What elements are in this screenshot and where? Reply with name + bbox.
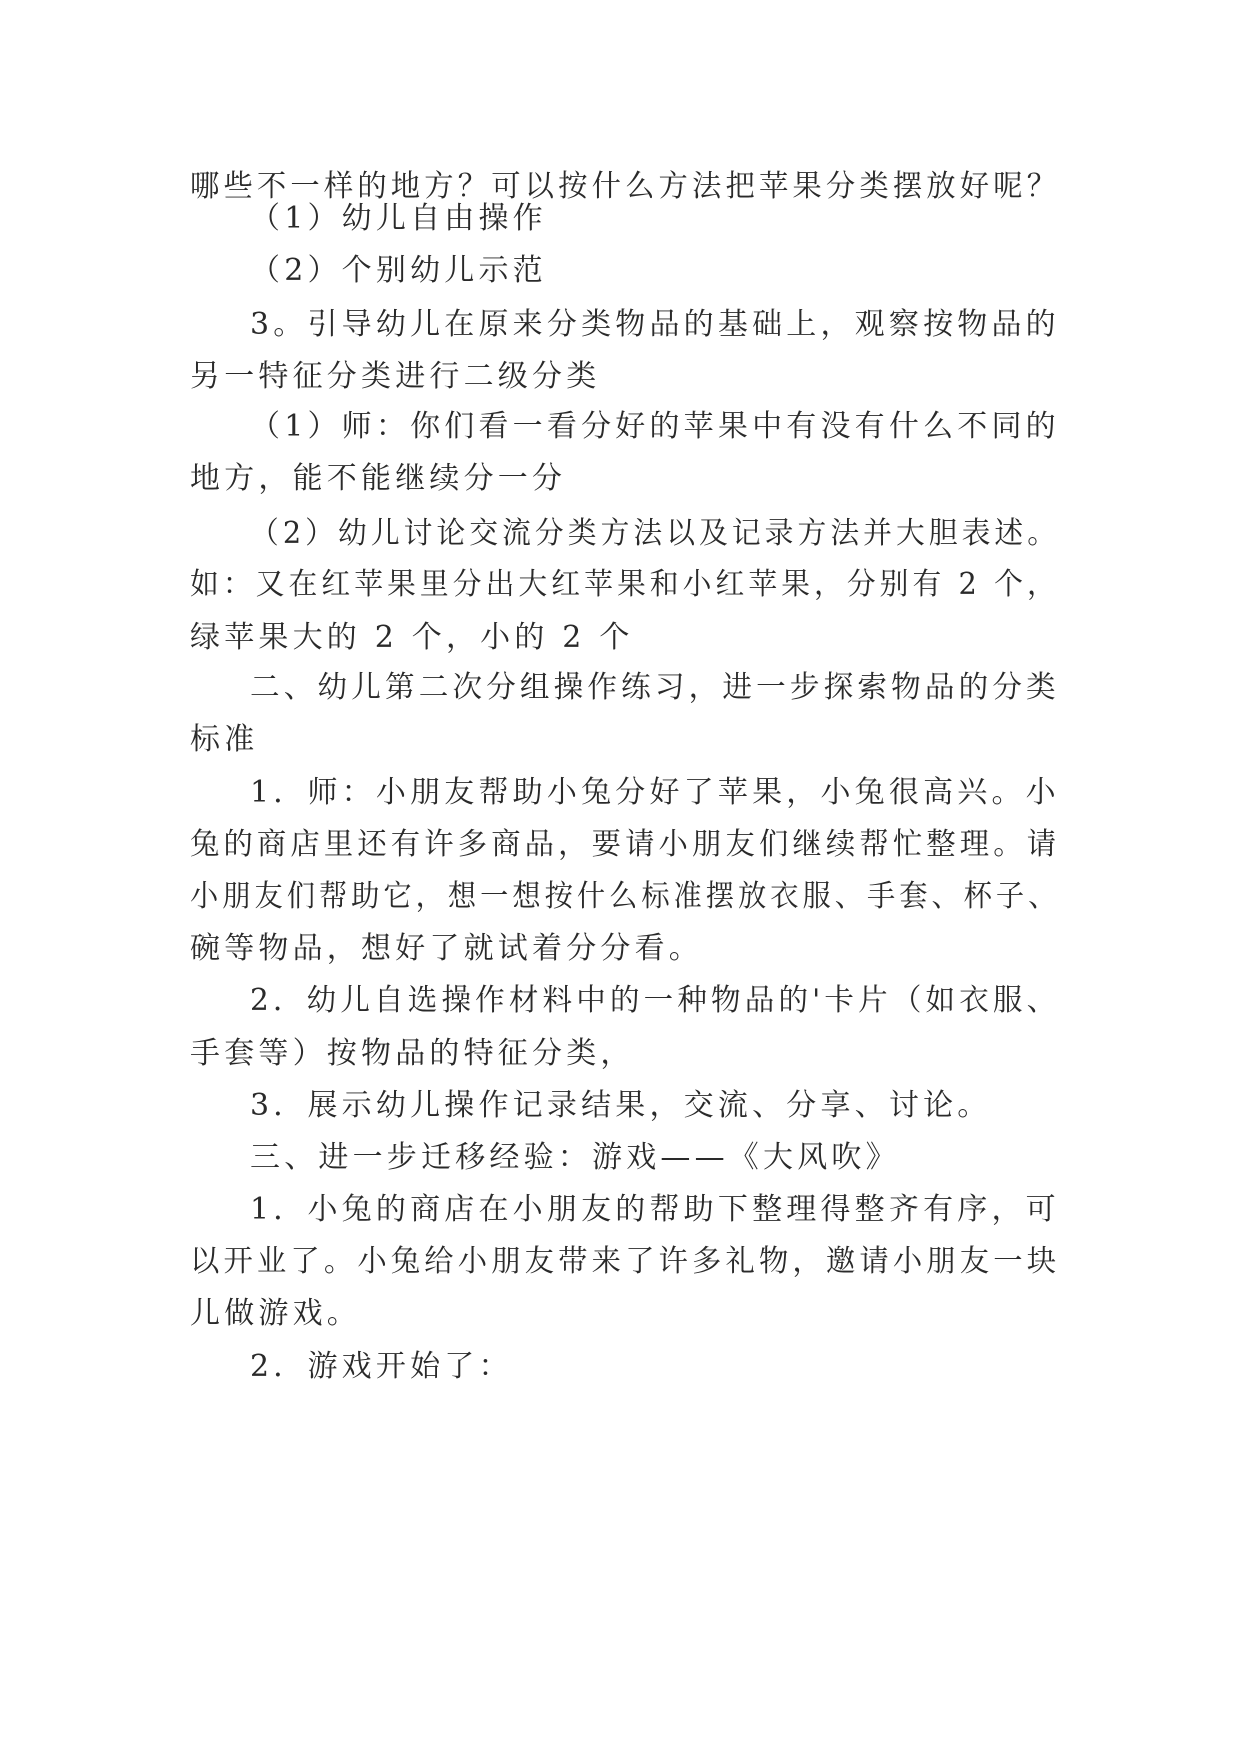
- paragraph-line: 以开业了。小兔给小朋友带来了许多礼物，邀请小朋友一块: [190, 1244, 1061, 1279]
- paragraph-line: 小朋友们帮助它，想一想按什么标准摆放衣服、手套、杯子、: [190, 879, 1061, 914]
- paragraph-line: （1）师：你们看一看分好的苹果中有没有什么不同的: [250, 409, 1060, 444]
- paragraph-line: 2．游戏开始了：: [250, 1349, 513, 1384]
- paragraph-line: 3。引导幼儿在原来分类物品的基础上，观察按物品的: [250, 307, 1060, 342]
- paragraph-line: 儿做游戏。: [190, 1296, 361, 1331]
- paragraph-line: 手套等）按物品的特征分类，: [190, 1036, 635, 1071]
- paragraph-line: 兔的商店里还有许多商品，要请小朋友们继续帮忙整理。请: [190, 827, 1061, 862]
- paragraph-line: （2）幼儿讨论交流分类方法以及记录方法并大胆表述。: [250, 516, 1061, 551]
- paragraph-line: 标准: [190, 722, 259, 757]
- paragraph-line: 3．展示幼儿操作记录结果，交流、分享、讨论。: [250, 1088, 992, 1123]
- paragraph-line: 1．小兔的商店在小朋友的帮助下整理得整齐有序，可: [250, 1192, 1060, 1227]
- paragraph-line: 绿苹果大的 2 个，小的 2 个: [190, 620, 634, 655]
- paragraph-line: （2）个别幼儿示范: [250, 253, 547, 288]
- paragraph-line: 另一特征分类进行二级分类: [190, 359, 601, 394]
- paragraph-line: 1．师：小朋友帮助小兔分好了苹果，小兔很高兴。小: [250, 775, 1060, 810]
- paragraph-line: 三、进一步迁移经验：游戏——《大风吹》: [250, 1140, 900, 1175]
- paragraph-line: 2．幼儿自选操作材料中的一种物品的'卡片（如衣服、: [250, 983, 1061, 1018]
- paragraph-line: 哪些不一样的地方？可以按什么方法把苹果分类摆放好呢？: [190, 169, 1061, 204]
- paragraph-line: 碗等物品，想好了就试着分分看。: [190, 931, 703, 966]
- paragraph-line: 如：又在红苹果里分出大红苹果和小红苹果，分别有 2 个，: [190, 567, 1060, 602]
- paragraph-line: 地方，能不能继续分一分: [190, 461, 567, 496]
- paragraph-line: 二、幼儿第二次分组操作练习，进一步探索物品的分类: [250, 670, 1060, 705]
- paragraph-line: （1）幼儿自由操作: [250, 201, 547, 236]
